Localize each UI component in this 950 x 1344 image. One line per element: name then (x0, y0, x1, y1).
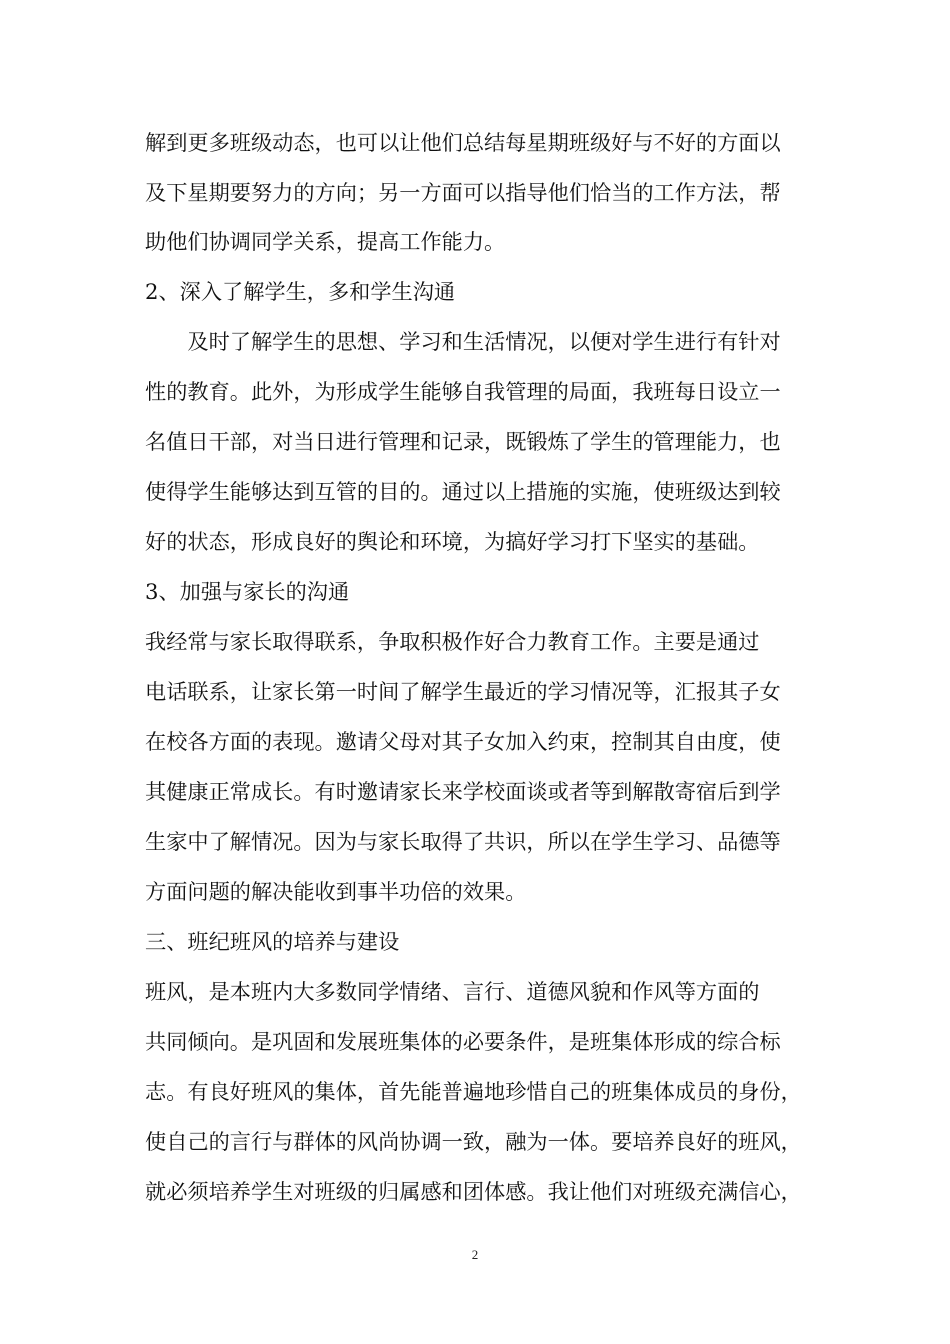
section-heading: 2、深入了解学生，多和学生沟通 (145, 279, 456, 304)
body-text-line: 我经常与家长取得联系，争取积极作好合力教育工作。主要是通过 (145, 629, 760, 654)
body-text-line: 性的教育。此外，为形成学生能够自我管理的局面，我班每日设立一 (145, 379, 781, 404)
body-text-line: 其健康正常成长。有时邀请家长来学校面谈或者等到解散寄宿后到学 (145, 779, 781, 804)
body-text-line: 使自己的言行与群体的风尚协调一致，融为一体。要培养良好的班风， (145, 1129, 802, 1154)
section-heading: 三、班纪班风的培养与建设 (145, 929, 400, 954)
page-number: 2 (471, 1247, 479, 1262)
body-text-line: 及下星期要努力的方向；另一方面可以指导他们恰当的工作方法，帮 (145, 180, 781, 205)
section-heading: 3、加强与家长的沟通 (145, 579, 350, 604)
body-text-line: 助他们协调同学关系，提高工作能力。 (145, 229, 506, 254)
body-text-line: 就必须培养学生对班级的归属感和团体感。我让他们对班级充满信心， (145, 1179, 802, 1204)
body-text-line: 好的状态，形成良好的舆论和环境，为搞好学习打下坚实的基础。 (145, 529, 760, 554)
body-text-line: 使得学生能够达到互管的目的。通过以上措施的实施，使班级达到较 (145, 479, 781, 504)
body-text-line: 解到更多班级动态，也可以让他们总结每星期班级好与不好的方面以 (145, 130, 781, 155)
body-text-line: 方面问题的解决能收到事半功倍的效果。 (145, 879, 527, 904)
body-text-line: 生家中了解情况。因为与家长取得了共识，所以在学生学习、品德等 (145, 829, 781, 854)
body-text-line: 名值日干部，对当日进行管理和记录，既锻炼了学生的管理能力，也 (145, 429, 781, 454)
body-text-line: 及时了解学生的思想、学习和生活情况，以便对学生进行有针对 (145, 329, 781, 354)
body-text-line: 共同倾向。是巩固和发展班集体的必要条件，是班集体形成的综合标 (145, 1029, 781, 1054)
body-text-line: 电话联系，让家长第一时间了解学生最近的学习情况等，汇报其子女 (145, 679, 781, 704)
body-text-line: 班风，是本班内大多数同学情绪、言行、道德风貌和作风等方面的 (145, 979, 760, 1004)
body-text-line: 在校各方面的表现。邀请父母对其子女加入约束，控制其自由度，使 (145, 729, 781, 754)
body-text-line: 志。有良好班风的集体，首先能普遍地珍惜自己的班集体成员的身份， (145, 1079, 802, 1104)
